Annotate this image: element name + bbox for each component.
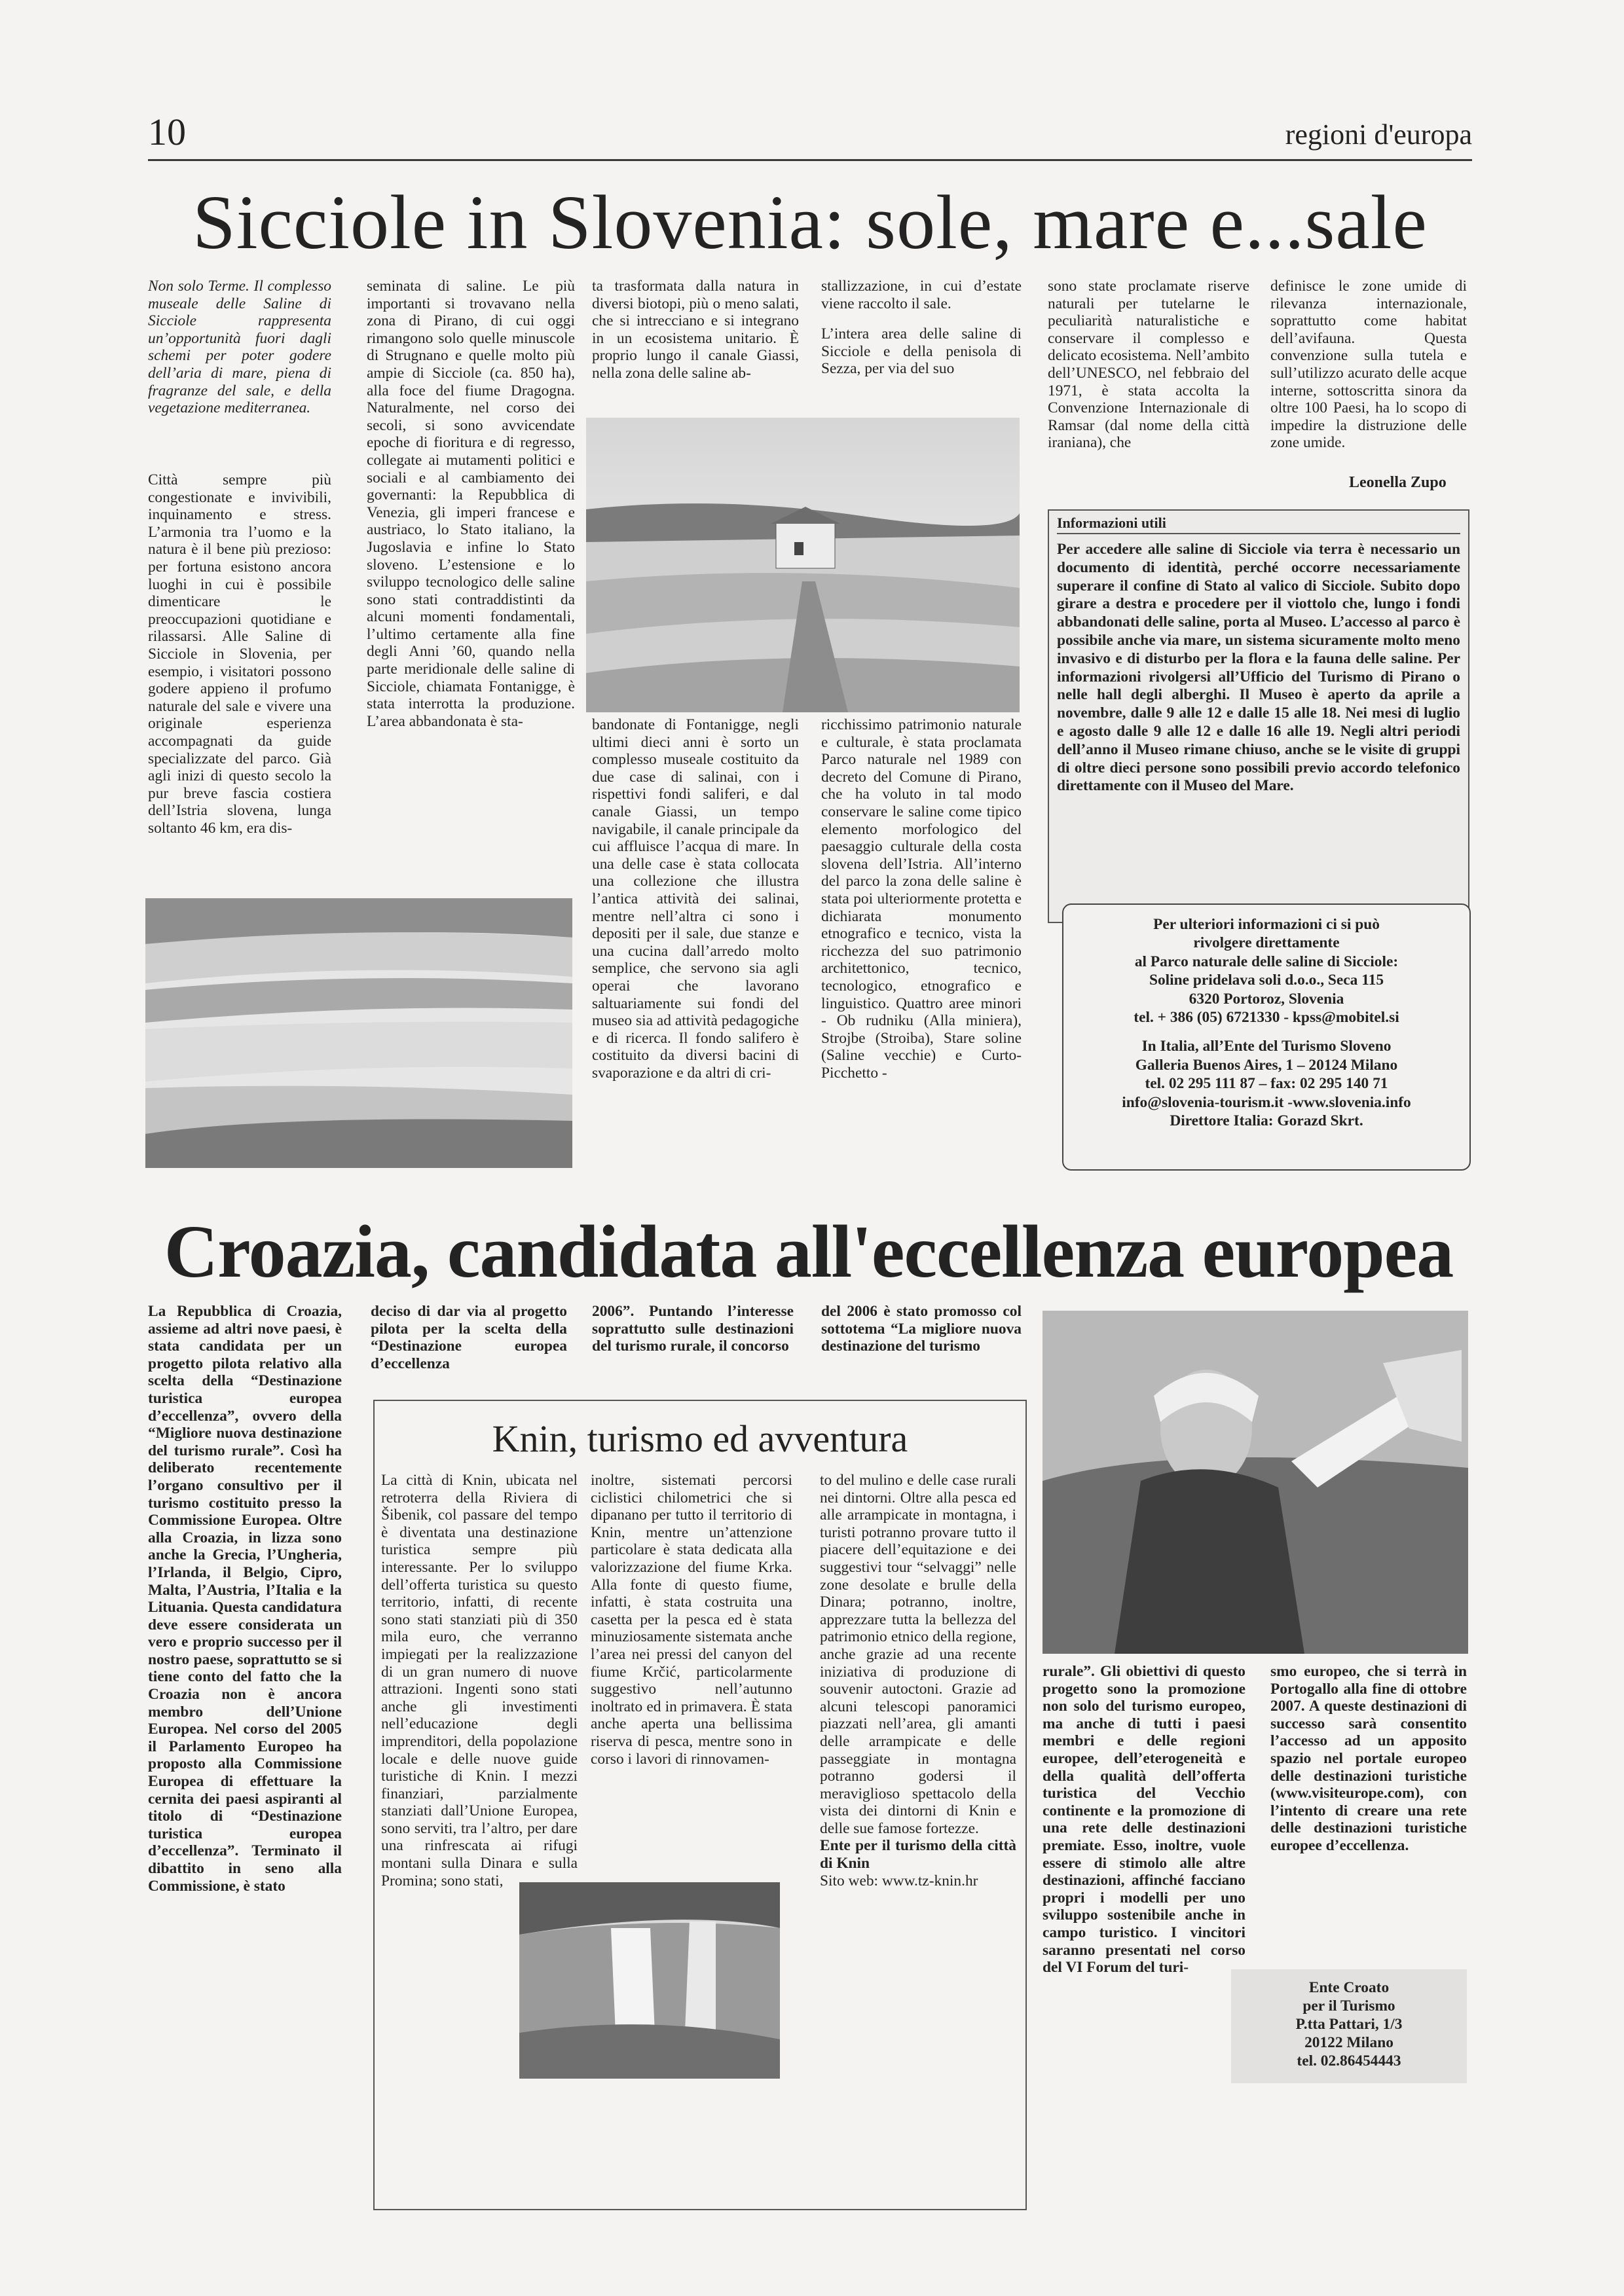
- article2-credit-box: [1231, 1969, 1467, 2083]
- knin-column-2-top: inoltre, sistemati percorsi ciclistici chilometrici che si dipanano per tutto il territorio di Knin, mentre un’attenzione particolare è stata dedicata alla valorizzazione del fiume Krka. Alla fonte di questo fiume, infatti, è stata costruita una casetta per la pesca ed è stata minuziosamente sistemata anche l’area nei pressi del canyon del fiume Krčić, particolarmente suggestivo nell’autunno inoltrato ed in primavera. È stata anche aperta una bellissima riserva di pesca, mentre sono in corso i lavori di rinnovamen-: [591, 1472, 792, 1768]
- credit-line: tel. 02.86454443: [1297, 2052, 1401, 2069]
- article1-column-3-bottom: bandonate di Fontanigge, negli ultimi dieci anni è sorto un complesso museale costituito da due case di salinai, con i rispettivi fondi saliferi, e dal canale Giassi, un tempo navigabile, il canale principale da cui affluisce l’acqua di mare. In una delle case è stata collocata una collezione che illustra l’antica attività dei salinai, mentre nell’altra ci sono i depositi per il sale, due stanze e una cucina dall’arredo molto semplice, che servono sia agli operai che lavorano saltuariamente sui fondi del museo sia ad attività pedagogiche e di ricerca. Il fondo salifero è costituito da diversi bacini di svaporazione e da altri di cri-: [592, 716, 799, 1082]
- contact-line: Soline pridelava soli d.o.o., Seca 115: [1149, 972, 1384, 989]
- article1-column-2: seminata di saline. Le più importanti si trovavano nella zona di Pirano, di cui oggi rimangono solo quelle minuscole di Strugnano e quelle molto più ampie di Sicciole (ca. 850 ha), alla foce del fiume Dragogna. Naturalmente, nel corso dei secoli, si sono avvicendate epoche di fioritura e di regresso, collegate ai mutamenti politici e sociali e al cambiamento dei governanti: la Repubblica di Venezia, gli imperi francese e austriaco, lo Stato italiano, la Jugoslavia e infine lo Stato sloveno. L’estensione e lo sviluppo tecnologico delle saline sono stati contraddistinti da alcuni momenti fondamentali, l’ultimo certamente alla fine degli Anni ’60, quando nella parte meridionale delle saline di Sicciole, chiamata Fontanigge, è stata interrotta la produzione. L’area abbandonata è sta-: [367, 278, 575, 730]
- contact-line: In Italia, all’Ente del Turismo Sloveno: [1141, 1038, 1392, 1055]
- credit-line: P.tta Pattari, 1/3: [1295, 2016, 1403, 2033]
- article1-column-6: definisce le zone umide di rilevanza internazionale, soprattutto come habitat dell’avifauna. Questa convenzione sulla tutela e sull’utilizzo acurato delle acque interne, sottoscritta sinora da oltre 100 Paesi, ha lo scopo di impedire la distruzione delle zone umide.: [1270, 278, 1467, 452]
- article2-column-3-top: 2006”. Puntando l’interesse soprattutto sulle destinazioni del turismo rurale, il concorso: [592, 1303, 794, 1355]
- article1-column-4-bottom: ricchissimo patrimonio naturale e culturale, è stata proclamata Parco naturale nel 1989 con decreto del Comune di Pirano, che ha voluto in tal modo conservare le saline come tipico elemento morfologico del paesaggio culturale della costa slovena dell’Istria. All’interno del parco la zona delle saline è stata poi ulteriormente protetta e dichiarata monumento etnografico e tecnico, vista la ricchezza del suo patrimonio architettonico, tecnico, tecnologico, etnografico e linguistico. Quattro aree minori - Ob rudniku (Alla miniera), Strojbe (Stroiba), Stare soline (Saline vecchie) e Curto-Picchetto -: [821, 716, 1022, 1082]
- contact-line: rivolgere direttamente: [1193, 934, 1340, 952]
- contact-spacer: [1070, 1027, 1463, 1037]
- article2-column-6: smo europeo, che si terrà in Portogallo alla fine di ottobre 2007. A queste destinazioni di successo sarà consentito l’accesso ad un apposito spazio nel portale europeo delle destinazioni turistiche (www.visiteurope.com), con l’intento di creare una rete delle destinazioni turistiche europee d’eccellenza.: [1270, 1663, 1467, 1854]
- contact-box-text: [1070, 915, 1463, 1130]
- article2-credit: [1231, 1978, 1467, 2070]
- article1-column-3-top: ta trasformata dalla natura in diversi biotopi, più o meno salati, che si intrecciano e si integrano in un ecosistema unitario. È proprio lungo il canale Giassi, nella zona delle saline ab-: [592, 278, 799, 382]
- article2-column-2-top: deciso di dar via al progetto pilota per la scelta della “Destinazione europea d’eccellenza: [371, 1303, 567, 1372]
- contact-line: tel. + 386 (05) 6721330 - kpss@mobitel.si: [1134, 1009, 1399, 1027]
- contact-line: Direttore Italia: Gorazd Skrt.: [1170, 1112, 1363, 1130]
- contact-line: tel. 02 295 111 87 – fax: 02 295 140 71: [1145, 1075, 1388, 1093]
- contact-box: [1062, 903, 1471, 1171]
- article2-title: Croazia, candidata all'eccellenza europea: [164, 1210, 1454, 1293]
- contact-line: al Parco naturale delle saline di Sicciole:: [1134, 953, 1399, 970]
- knin-column-3-text: to del mulino e delle case rurali nei dintorni. Oltre alla pesca ed alle arrampicate in montagna, i turisti potranno provare tutto il piacere dell’equitazione e dei suggestivi tour “selvaggi” nelle zone desolate e brulle della Dinara; potranno, inoltre, apprezzare tutta la bellezza del patrimonio etnico della regione, anche grazie ad una recente iniziativa di produzione di souvenir autoctoni. Grazie ad alcuni telescopi panoramici piazzati nell’area, gli amanti delle arrampicate e delle passeggiate in montagna potranno godersi il meraviglioso spettacolo della vista dei dintorni di Knin e delle sue famose fortezze.: [820, 1472, 1016, 1837]
- article1-column-5: sono state proclamate riserve naturali per tutelarne le peculiarità naturalistiche e conservare il complesso e delicato ecosistema. Nell’ambito dell’UNESCO, nel febbraio del 1971, è stata accolta la Convenzione Internazionale di Ramsar (dal nome della città iraniana), che: [1048, 278, 1249, 452]
- salt-pans-house-photo: [586, 418, 1020, 712]
- article1-column-4-top: [821, 278, 1022, 378]
- article1-column-4-p1: stallizzazione, in cui d’estate viene raccolto il sale.: [821, 278, 1022, 312]
- contact-line: info@slovenia-tourism.it -www.slovenia.info: [1122, 1093, 1411, 1111]
- knin-website[interactable]: Sito web: www.tz-knin.hr: [820, 1872, 978, 1889]
- knin-column-3: [820, 1472, 1016, 1889]
- article1-author: Leonella Zupo: [1349, 474, 1447, 491]
- article1-column-4-p2: L’intera area delle saline di Sicciole e della penisola di Sezza, per via del suo: [821, 325, 1022, 378]
- info-box-text: Per accedere alle saline di Sicciole via terra è necessario un documento di identità, perché occorre necessariamente superare il confine di Stato al valico di Sicciole. Subito dopo girare a destra e procedere per il viottolo che, lungo i fondi abbandonati delle saline, porta al Museo. L’accesso al parco è possibile anche via mare, un sistema sicuramente molto meno invasivo e di disturbo per la flora e la fauna delle saline. Per informazioni rivolgersi all’Ufficio del Turismo di Pirano o nelle hall degli alberghi. Il Museo è aperto da aprile a novembre, dalle 9 alle 12 e dalle 15 alle 18. Nei mesi di luglio e agosto dalle 9 alle 12 e dalle 16 alle 19. Negli altri periodi dell’anno il Museo rimane chiuso, anche se le visite di gruppi di oltre dieci persone sono possibili previo accordo telefonico direttamente con il Museo del Mare.: [1057, 541, 1460, 795]
- info-box-heading: Informazioni utili: [1057, 515, 1460, 534]
- article2-column-4-top: del 2006 è stato promosso col sottotema “La migliore nuova destinazione del turismo: [821, 1303, 1022, 1355]
- page-number: 10: [148, 111, 186, 153]
- contact-line: Per ulteriori informazioni ci si può: [1153, 916, 1380, 933]
- contact-line: 6320 Portoroz, Slovenia: [1189, 990, 1344, 1008]
- section-title: regioni d'europa: [1285, 118, 1472, 151]
- header-divider: [148, 159, 1472, 161]
- knin-box-title: Knin, turismo ed avventura: [492, 1417, 908, 1460]
- salt-flats-photo: [145, 898, 572, 1168]
- contact-line: Galleria Buenos Aires, 1 – 20124 Milano: [1135, 1056, 1398, 1074]
- knin-column-1: La città di Knin, ubicata nel retroterra della Riviera di Šibenik, col passare del tempo è diventata una destinazione turistica sempre più interessante. Per lo sviluppo dell’offerta turistica su questo territorio, infatti, di recente sono stati stanziati più di 350 mila euro, che verranno impiegati per la realizzazione di un gran numero di nuove attrazioni. Ingenti sono stati anche gli investimenti nell’educazione degli imprenditori, della popolazione locale e delle nuove guide turistiche di Knin. I mezzi finanziari, parzialmente stanziati dall’Unione Europea, sono serviti, tra l’altro, per dare una rinfrescata ai rifugi montani sulla Dinara e sulla Promina; sono stati,: [381, 1472, 578, 1889]
- credit-line: 20122 Milano: [1304, 2034, 1393, 2051]
- article2-column-5: rurale”. Gli obiettivi di questo progetto sono la promozione non solo del turismo europeo, ma anche di tutti i paesi membri e delle regioni europee, dell’eterogeneità e della qualità dell’offerta turistica del Vecchio continente e la promozione di una rete delle destinazioni premiate. Esso, inoltre, vuole essere di stimolo alle altre destinazioni, affinché facciano propri i modelli per uno sviluppo sostenibile anche in campo turistico. I vincitori saranno presentati nel corso del VI Forum del turi-: [1043, 1663, 1246, 1977]
- knin-source: Ente per il turismo della città di Knin: [820, 1837, 1016, 1872]
- article2-column-1: La Repubblica di Croazia, assieme ad altri nove paesi, è stata candidata per un progetto pilota relativo alla scelta della “Destinazione turistica europea d’eccellenza”, ovvero della “Migliore nuova destinazione del turismo rurale”. Così ha deliberato recentemente l’organo consultivo per il turismo costituito presso la Commissione Europea. Oltre alla Croazia, in lizza sono anche la Grecia, l’Ungheria, l’Irlanda, il Belgio, Cipro, Malta, l’Austria, l’Italia e la Lituania. Questa candidatura deve essere considerata un vero e proprio successo per il nostro paese, soprattutto se si tiene conto del fatto che la Croazia non è ancora membro dell’Unione Europea. Nel corso del 2005 il Parlamento Europeo ha proposto alla Commissione Europea di effettuare la cernita dei paesi aspiranti al titolo di “Destinazione turistica europea d’eccellenza”. Terminato il dibattito in seno alla Commissione, è stato: [148, 1303, 342, 1895]
- credit-line: per il Turismo: [1302, 1997, 1395, 2014]
- waterfall-photo: [519, 1882, 780, 2079]
- info-box: [1048, 509, 1469, 923]
- article1-lead: Non solo Terme. Il complesso museale delle Saline di Sicciole rappresenta un’opportunità fuori dagli schemi per poter godere dell’aria di mare, piena di fragranze del sale, e della vegetazione mediterranea.: [148, 278, 331, 417]
- article1-title: Sicciole in Slovenia: sole, mare e...sale: [193, 179, 1428, 265]
- credit-line: Ente Croato: [1308, 1979, 1390, 1996]
- woman-portrait-photo: [1043, 1311, 1468, 1654]
- article1-column-1: Città sempre più congestionate e invivibili, inquinamento e stress. L’armonia tra l’uomo e la natura è il bene più prezioso: per fortuna esistono ancora luoghi in cui è possibile dimenticare le preoccupazioni quotidiane e rilassarsi. Alle Saline di Sicciole in Slovenia, per esempio, i visitatori possono godere appieno il profumo naturale del sale e vivere una originale esperienza accompagnati da guide specializzate del parco. Già agli inizi di questo secolo la pur breve fascia costiera dell’Istria slovena, lunga soltanto 46 km, era dis-: [148, 471, 331, 837]
